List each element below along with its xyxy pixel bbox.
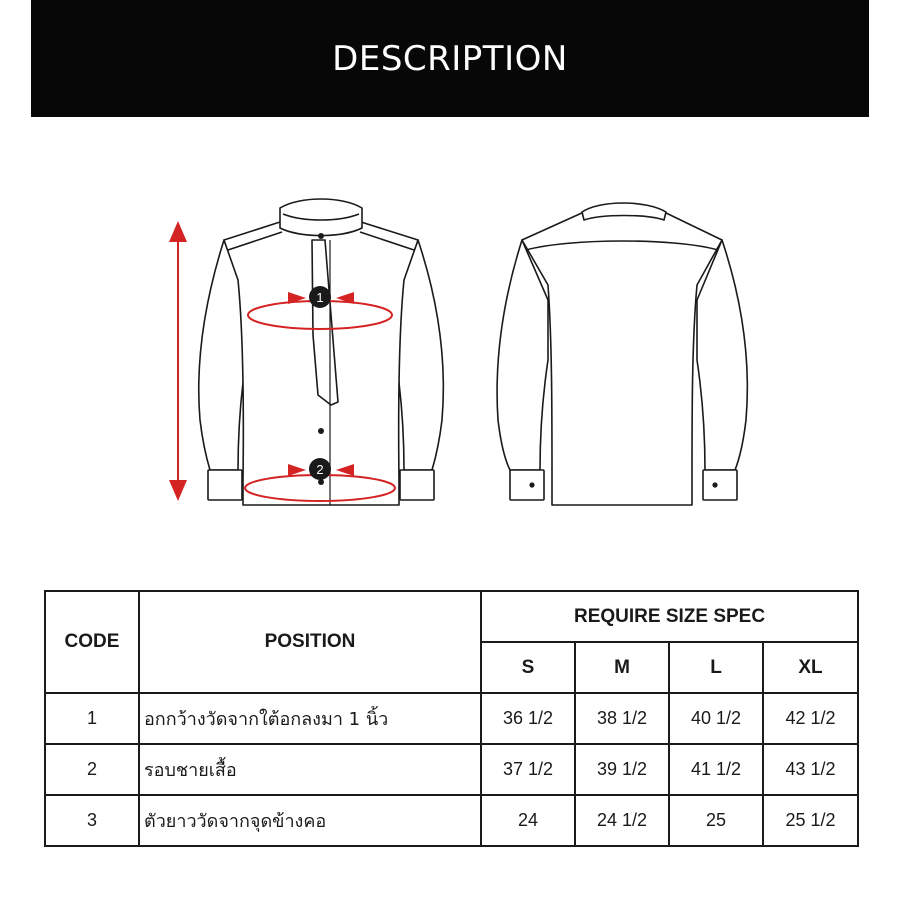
row-value-m: 38 1/2 bbox=[575, 693, 669, 744]
row-position: รอบชายเสื้อ bbox=[139, 744, 481, 795]
row-value-m: 39 1/2 bbox=[575, 744, 669, 795]
header-size-xl: XL bbox=[763, 642, 858, 693]
shirt-back-icon bbox=[497, 203, 747, 505]
row-value-s: 36 1/2 bbox=[481, 693, 575, 744]
header-size-s: S bbox=[481, 642, 575, 693]
marker-2-label: 2 bbox=[316, 462, 324, 477]
table-row bbox=[45, 744, 858, 795]
table-row bbox=[45, 693, 858, 744]
table-row bbox=[45, 795, 858, 846]
row-code: 3 bbox=[45, 795, 139, 846]
row-code: 2 bbox=[45, 744, 139, 795]
size-spec-table bbox=[44, 590, 859, 847]
marker-1-label: 1 bbox=[316, 290, 324, 305]
row-value-xl: 42 1/2 bbox=[763, 693, 858, 744]
row-position: อกกว้างวัดจากใต้อกลงมา 1 นิ้ว bbox=[139, 693, 481, 744]
header-code: CODE bbox=[45, 591, 139, 693]
header-size-l: L bbox=[669, 642, 763, 693]
row-value-xl: 25 1/2 bbox=[763, 795, 858, 846]
header-size-m: M bbox=[575, 642, 669, 693]
shirt-illustration bbox=[0, 180, 900, 520]
banner-title: DESCRIPTION bbox=[332, 38, 568, 79]
header-row-1 bbox=[45, 591, 858, 642]
row-code: 1 bbox=[45, 693, 139, 744]
row-value-s: 24 bbox=[481, 795, 575, 846]
row-value-m: 24 1/2 bbox=[575, 795, 669, 846]
row-value-l: 41 1/2 bbox=[669, 744, 763, 795]
description-banner bbox=[31, 0, 869, 117]
row-value-l: 25 bbox=[669, 795, 763, 846]
row-value-l: 40 1/2 bbox=[669, 693, 763, 744]
row-value-xl: 43 1/2 bbox=[763, 744, 858, 795]
row-position: ตัวยาววัดจากจุดข้างคอ bbox=[139, 795, 481, 846]
body-length-arrow-icon bbox=[169, 221, 187, 501]
header-require-size-spec: REQUIRE SIZE SPEC bbox=[481, 591, 858, 642]
row-value-s: 37 1/2 bbox=[481, 744, 575, 795]
header-position: POSITION bbox=[139, 591, 481, 693]
